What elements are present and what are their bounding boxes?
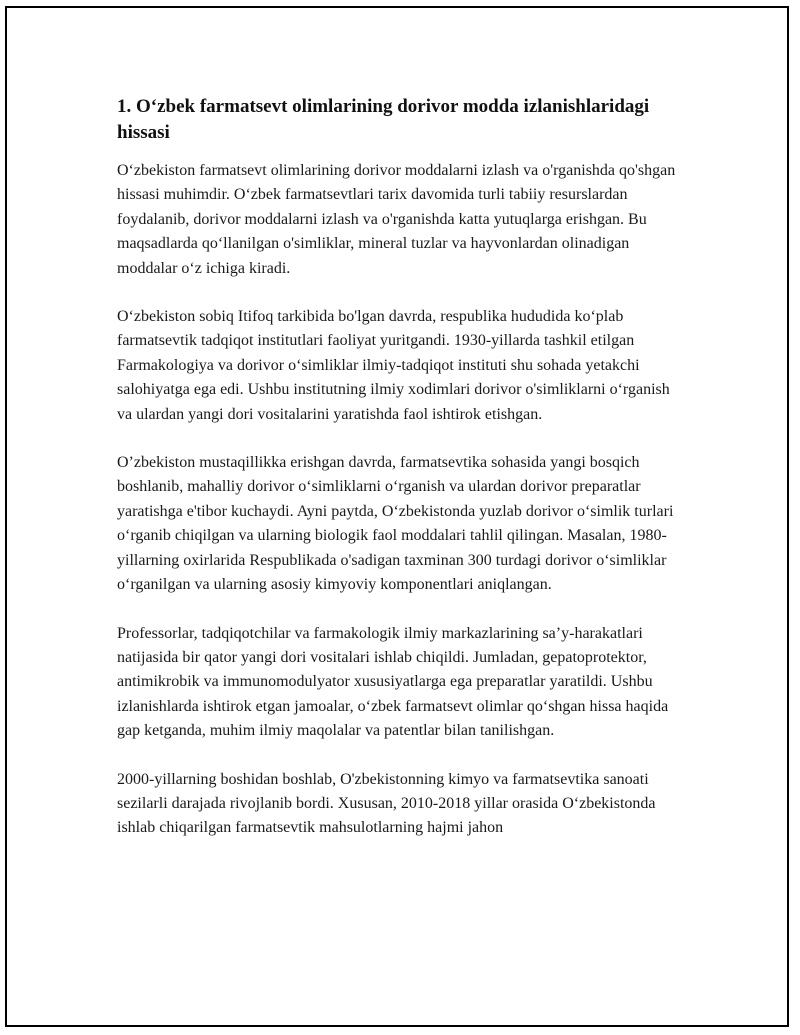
- paragraph-1: O‘zbekiston farmatsevt olimlarining dorivor moddalarni izlash va o'rganishda qo'shgan hissasi muhimdir. O‘zbek farmatsevtlari tarix davomida turli tabiiy resurslardan foydalanib, dorivor moddalarni izlash va o'rganishda katta yutuqlarga erishgan. Bu maqsadlarda qo‘llanilgan o'simliklar, mineral tuzlar va hayvonlardan olinadigan moddalar o‘z ichiga kiradi.: [117, 162, 676, 277]
- paragraph-3: O’zbekiston mustaqillikka erishgan davrda, farmatsevtika sohasida yangi bosqich boshlanib, mahalliy dorivor o‘simliklarni o‘rganish va ulardan dorivor preparatlar yaratishga e'tibor kuchaydi. Ayni paytda, O‘zbekistonda yuzlab dorivor o‘simlik turlari o‘rganib chiqilgan va ularning biologik faol moddalari tahlil qilingan. Masalan, 1980-yillarning oxirlarida Respublikada o'sadigan taxminan 300 turdagi dorivor o‘simliklar o‘rganilgan va ularning asosiy kimyoviy komponentlari aniqlangan.: [117, 454, 674, 594]
- paragraph-4: Professorlar, tadqiqotchilar va farmakologik ilmiy markazlarining sa’y-harakatlari natijasida bir qator yangi dori vositalari ishlab chiqildi. Jumladan, gepatoprotektor, antimikrobik va immunomodulyator xususiyatlarga ega preparatlar yaratildi. Ushbu izlanishlarda ishtirok etgan jamoalar, o‘zbek farmatsevt olimlar qo‘shgan hissa haqida gap ketganda, muhim ilmiy maqolalar va patentlar bilan tanilishgan.: [117, 624, 669, 740]
- document-body: [117, 94, 687, 865]
- section-heading: 1. O‘zbek farmatsevt olimlarining dorivor modda izlanishlaridagi hissasi: [117, 96, 650, 143]
- paragraph-5: 2000-yillarning boshidan boshlab, O'zbekistonning kimyo va farmatsevtika sanoati sezilarli darajada rivojlanib bordi. Xususan, 2010-2018 yillar orasida O‘zbekistonda ishlab chiqarilgan farmatsevtik mahsulotlarning hajmi jahon: [117, 770, 656, 837]
- paragraph-2: O‘zbekiston sobiq Itifoq tarkibida bo'lgan davrda, respublika hududida ko‘plab farmatsevtik tadqiqot institutlari faoliyat yuritgandi. 1930-yillarda tashkil etilgan Farmakologiya va dorivor o‘simliklar ilmiy-tadqiqot instituti shu sohada yetakchi salohiyatga ega edi. Ushbu institutning ilmiy xodimlari dorivor o'simliklarni o‘rganish va ulardan yangi dori vositalarini yaratishda faol ishtirok etishgan.: [117, 308, 670, 423]
